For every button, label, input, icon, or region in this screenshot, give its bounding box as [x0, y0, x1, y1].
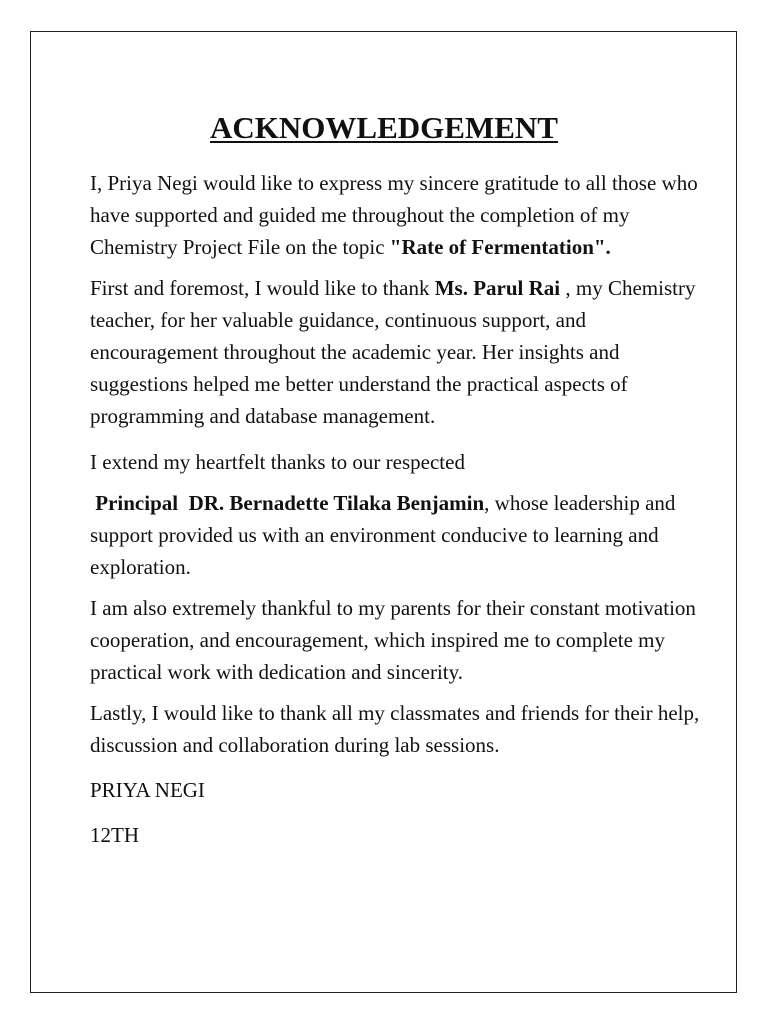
teacher-name: Ms. Parul Rai	[434, 276, 561, 300]
classmates-paragraph: Lastly, I would like to thank all my classmates and friends for their help, discussion and collaboration during lab sessions.	[90, 701, 700, 757]
teacher-text-lead: First and foremost, I would like to thank	[90, 276, 435, 300]
project-topic: "Rate of Fermentation".	[389, 235, 611, 259]
principal-name: Principal DR. Bernadette Tilaka Benjamin	[95, 491, 485, 515]
signature-class: 12TH	[90, 823, 139, 847]
parents-paragraph: I am also extremely thankful to my parents for their constant motivation cooperation, and encouragement, which inspired me to complete my practical work with dedication and sincerity.	[90, 596, 696, 684]
principal-text: , whose leadership and support provided us with an environment conducive to learning and exploration.	[90, 491, 676, 579]
intro-paragraph	[90, 167, 710, 263]
page-title: ACKNOWLEDGEMENT	[210, 110, 558, 145]
principal-paragraph	[90, 487, 710, 583]
teacher-paragraph	[90, 272, 710, 432]
signature-name: PRIYA NEGI	[90, 778, 205, 802]
principal-intro-paragraph: I extend my heartfelt thanks to our respected	[90, 450, 465, 474]
teacher-text-body: , my Chemistry teacher, for her valuable guidance, continuous support, and encouragement throughout the academic year. Her insights and suggestions helped me better understand the practical aspects of programming and database management.	[90, 276, 696, 428]
intro-text: I, Priya Negi would like to express my sincere gratitude to all those who have supported and guided me throughout the completion of my Chemistry Project File on the topic	[90, 171, 698, 259]
